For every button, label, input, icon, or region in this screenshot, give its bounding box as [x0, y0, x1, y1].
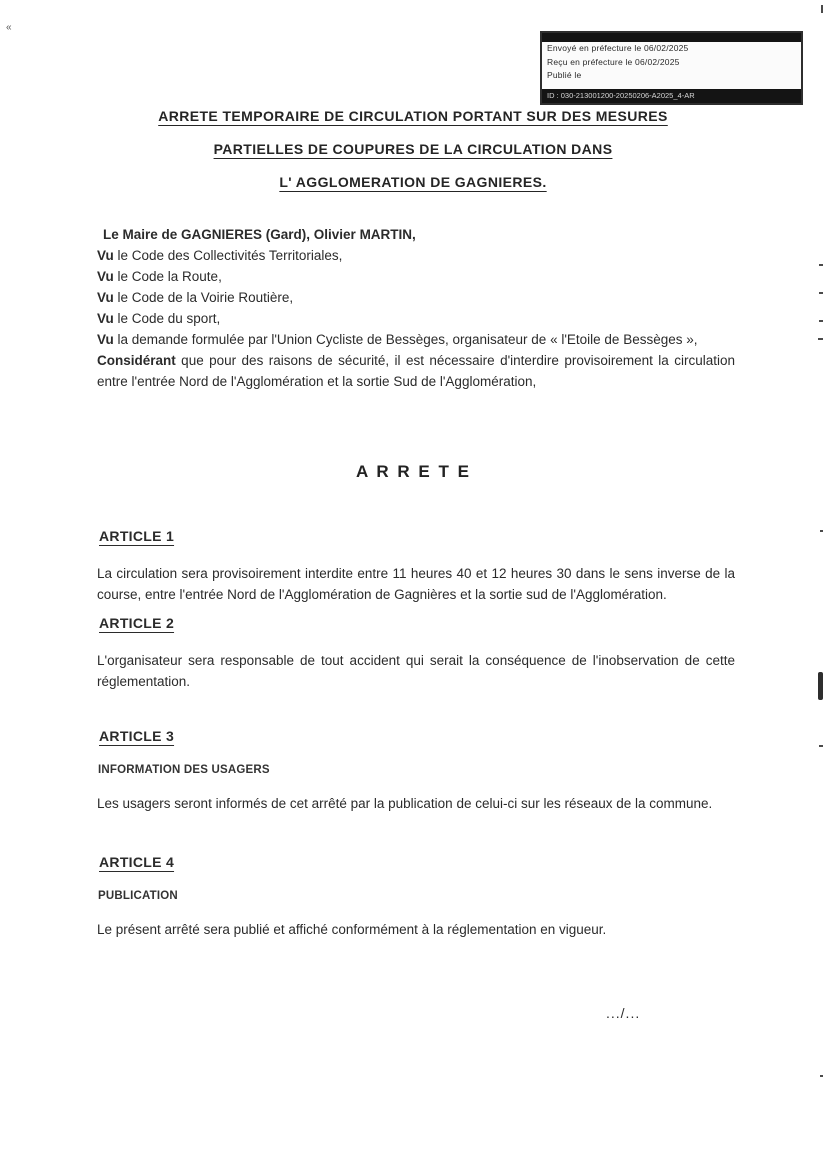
- vu-line-1: [97, 245, 735, 266]
- vu-text: le Code des Collectivités Territoriales,: [113, 248, 343, 263]
- vu-line-2: [97, 266, 735, 287]
- article-2: [97, 615, 735, 692]
- scan-artifact: [819, 292, 823, 294]
- considerant-prefix: Considérant: [97, 353, 176, 368]
- vu-line-3: [97, 287, 735, 308]
- vu-line-4: [97, 308, 735, 329]
- article-1: [97, 528, 735, 605]
- vu-line-5: [97, 329, 735, 350]
- stamp-line-recu: Reçu en préfecture le 06/02/2025: [547, 56, 680, 67]
- title-line-1-text: ARRETE TEMPORAIRE DE CIRCULATION PORTANT SUR DES MESURES: [158, 108, 668, 124]
- vu-text: le Code de la Voirie Routière,: [113, 290, 294, 305]
- article-3-heading: ARTICLE 3: [99, 728, 175, 744]
- scan-artifact: [819, 320, 823, 322]
- article-4-subheading: PUBLICATION: [98, 890, 178, 902]
- scan-artifact: «: [6, 22, 12, 33]
- arrete-heading: A R R E T E: [356, 462, 471, 481]
- article-1-body: La circulation sera provisoirement interdite entre 11 heures 40 et 12 heures 30 dans le sens inverse de la course, entre l'entrée Nord de l'Agglomération de Gagnières et la sortie sud de l'Agglomération.: [97, 566, 735, 602]
- preamble: [97, 224, 735, 392]
- article-1-heading: ARTICLE 1: [99, 528, 175, 544]
- vu-prefix: Vu: [97, 290, 114, 305]
- scan-artifact: [818, 672, 823, 700]
- article-4-body: Le présent arrêté sera publié et affiché conformément à la réglementation en vigueur.: [97, 922, 607, 937]
- scan-artifact: [820, 530, 823, 532]
- vu-prefix: Vu: [97, 332, 114, 347]
- article-3-subheading: INFORMATION DES USAGERS: [98, 764, 270, 776]
- scan-artifact: [821, 5, 823, 13]
- vu-prefix: Vu: [97, 311, 114, 326]
- continuation-mark: .../...: [606, 1005, 641, 1021]
- article-3: [97, 728, 735, 814]
- stamp-top-bar: [542, 33, 801, 42]
- considerant-text: que pour des raisons de sécurité, il est nécessaire d'interdire provisoirement la circulation entre l'entrée Nord de l'Agglomération et la sortie Sud de l'Agglomération,: [97, 353, 735, 389]
- considerant-paragraph: [97, 350, 735, 392]
- title-line-3-text: L' AGGLOMERATION DE GAGNIERES.: [279, 174, 547, 190]
- vu-text: la demande formulée par l'Union Cycliste de Bessèges, organisateur de « l'Etoile de Bessèges »,: [113, 332, 698, 347]
- title-line-3: [80, 172, 746, 193]
- stamp-line-publie: Publié le: [547, 70, 582, 80]
- article-3-body: Les usagers seront informés de cet arrêté par la publication de celui-ci sur les réseaux de la commune.: [97, 796, 713, 811]
- scan-artifact: [819, 745, 823, 747]
- document-title: [80, 106, 746, 205]
- stamp-id-bar: ID : 030-213001200-20250206-A2025_4-AR: [542, 89, 801, 103]
- article-4: [97, 854, 735, 940]
- article-2-body: L'organisateur sera responsable de tout accident qui serait la conséquence de l'inobservation de cette réglementation.: [97, 653, 735, 689]
- prefecture-stamp: [540, 31, 803, 105]
- title-line-2-text: PARTIELLES DE COUPURES DE LA CIRCULATION DANS: [213, 141, 613, 157]
- scan-artifact: [818, 338, 823, 340]
- title-line-1: [80, 106, 746, 127]
- articles-section: [97, 528, 735, 940]
- vu-text: le Code du sport,: [113, 311, 221, 326]
- title-line-2: [80, 139, 746, 160]
- article-4-heading: ARTICLE 4: [99, 854, 175, 870]
- vu-text: le Code la Route,: [113, 269, 222, 284]
- stamp-line-envoye: Envoyé en préfecture le 06/02/2025: [547, 43, 689, 53]
- article-2-heading: ARTICLE 2: [99, 615, 175, 631]
- vu-prefix: Vu: [97, 248, 114, 263]
- scan-artifact: [820, 1075, 823, 1077]
- vu-prefix: Vu: [97, 269, 114, 284]
- maire-line: Le Maire de GAGNIERES (Gard), Olivier MARTIN,: [103, 227, 416, 242]
- scan-artifact: [819, 264, 823, 266]
